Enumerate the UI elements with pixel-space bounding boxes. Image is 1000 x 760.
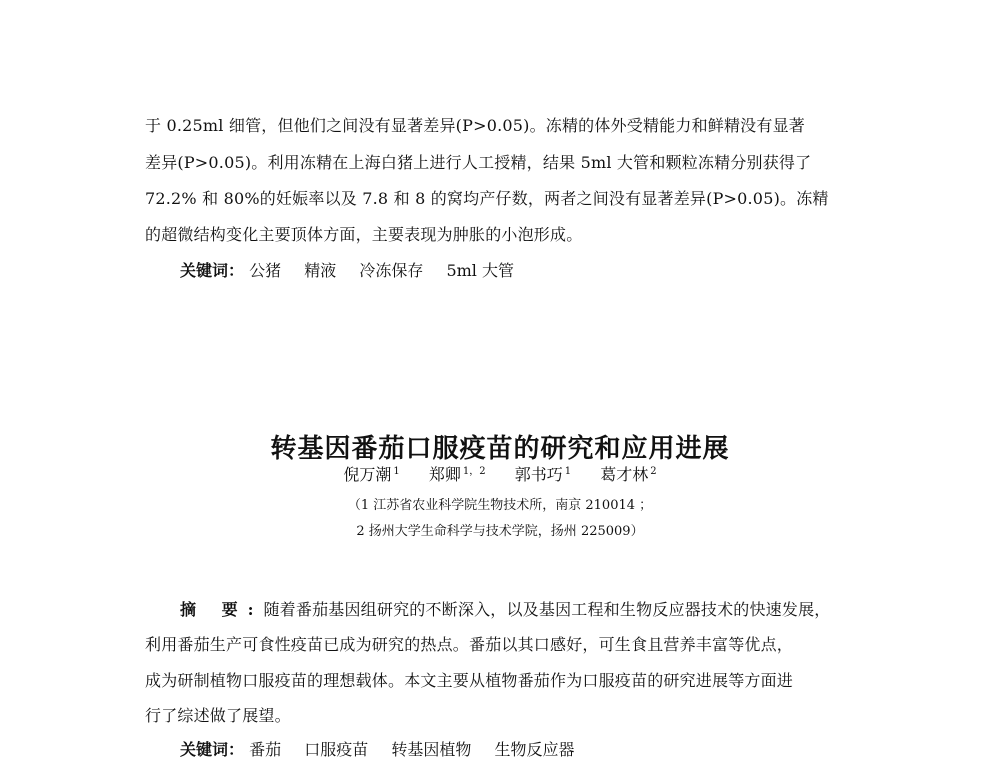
author-name: 倪万潮 <box>343 465 392 485</box>
author-affiliation-mark: 1 <box>393 466 400 477</box>
prev-keywords <box>180 261 532 281</box>
prev-keywords-label: 关键词： <box>180 261 245 280</box>
prev-keyword: 公猪 <box>249 261 282 280</box>
abstract-line-4: 行了综述做了展望。 <box>145 706 291 725</box>
author-list <box>0 462 1000 485</box>
affiliation-line-2: 2 扬州大学生命科学与技术学院，扬州 225009） <box>356 524 644 539</box>
keywords <box>180 740 592 760</box>
abstract-text: 随着番茄基因组研究的不断深入，以及基因工程和生物反应器技术的快速发展， <box>263 600 831 619</box>
prev-abstract-line-3: 72.2% 和 80%的妊娠率以及 7.8 和 8 的窝均产仔数，两者之间没有显著差异(P>0.05)。冻精 <box>145 189 829 208</box>
prev-abstract-line-1: 于 0.25ml 细管，但他们之间没有显著差异(P>0.05)。冻精的体外受精能力和鲜精没有显著 <box>145 116 805 135</box>
author <box>515 465 571 484</box>
keywords-label: 关键词： <box>180 740 245 759</box>
author <box>429 465 486 484</box>
author-name: 郑卿 <box>428 465 461 485</box>
author-affiliation-mark: 1 <box>564 466 572 477</box>
keyword: 生物反应器 <box>494 740 575 759</box>
abstract-line-1 <box>180 600 860 620</box>
prev-keyword: 精液 <box>304 261 337 280</box>
prev-keyword: 5ml 大管 <box>446 261 514 280</box>
prev-keyword: 冷冻保存 <box>359 261 424 280</box>
abstract-line-2: 利用番茄生产可食性疫苗已成为研究的热点。番茄以其口感好，可生食且营养丰富等优点， <box>145 635 794 654</box>
author <box>600 465 656 484</box>
prev-abstract-line-2: 差异(P>0.05)。利用冻精在上海白猪上进行人工授精，结果 5ml 大管和颗粒冻精分别获得了 <box>145 153 812 172</box>
author-affiliation-mark: 2 <box>650 466 657 477</box>
prev-abstract-line-4: 的超微结构变化主要顶体方面，主要表现为肿胀的小泡形成。 <box>145 225 583 244</box>
keyword: 转基因植物 <box>391 740 472 759</box>
abstract-line-3: 成为研制植物口服疫苗的理想载体。本文主要从植物番茄作为口服疫苗的研究进展等方面进 <box>145 671 794 690</box>
keyword: 番茄 <box>249 740 282 759</box>
author <box>343 465 399 484</box>
keyword: 口服疫苗 <box>304 740 369 759</box>
affiliation-line-1: （1 江苏省农业科学院生物技术所，南京 210014 ； <box>347 498 653 513</box>
abstract-label: 摘 要: <box>180 600 264 619</box>
author-affiliation-mark: 1，2 <box>462 466 486 477</box>
author-name: 葛才林 <box>600 465 649 485</box>
article-title: 转基因番茄口服疫苗的研究和应用进展 <box>270 434 730 464</box>
author-name: 郭书巧 <box>514 465 563 485</box>
